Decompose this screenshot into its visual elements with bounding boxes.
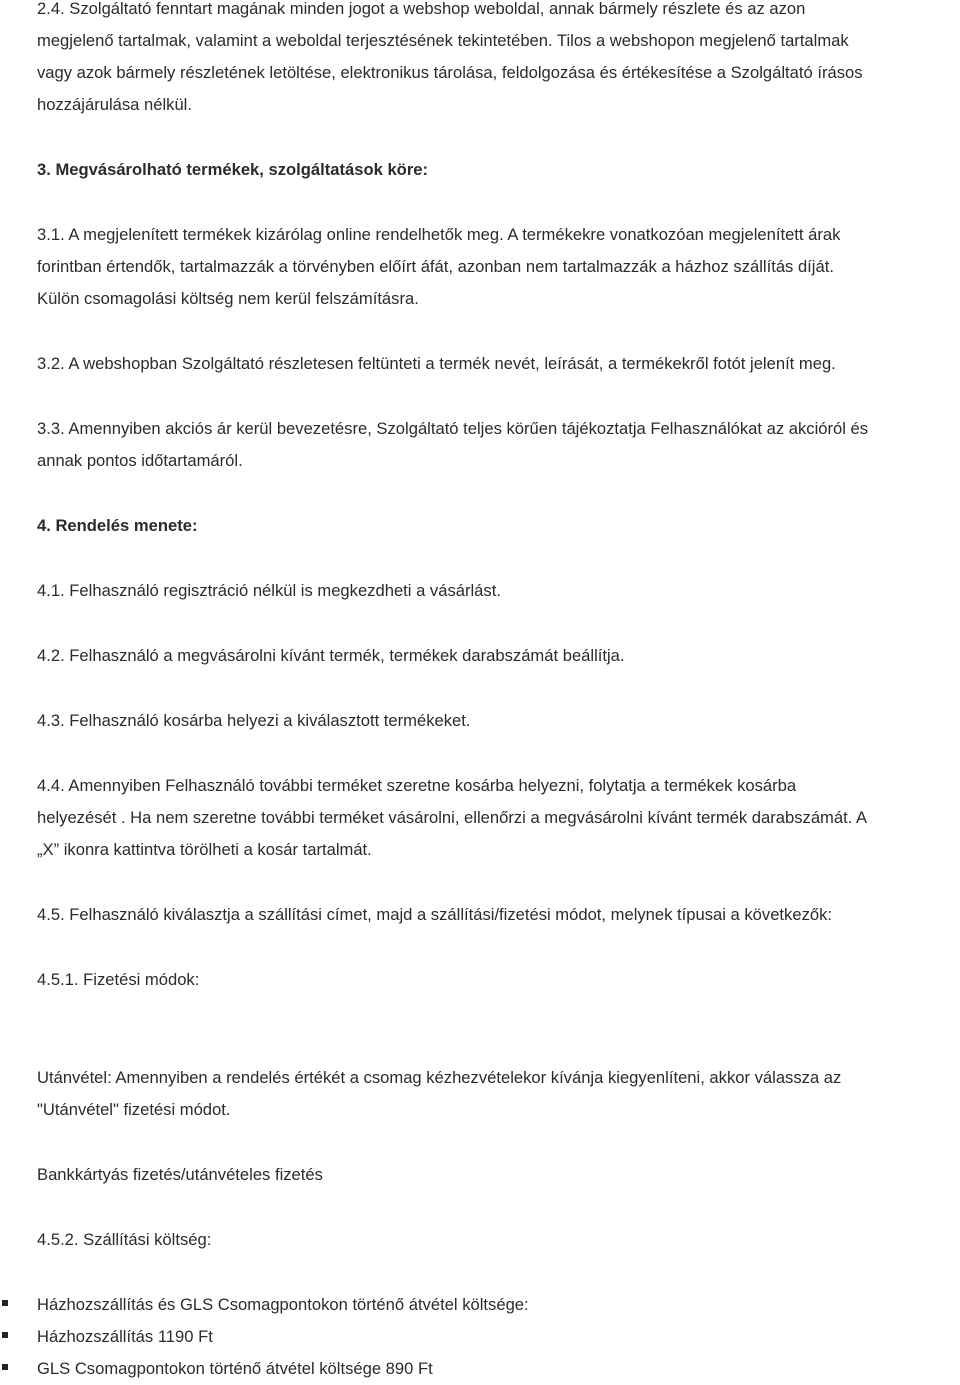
list-item: Házhozszállítás és GLS Csomagpontokon történő átvétel költsége: [37, 1289, 957, 1321]
text-line: helyezését . Ha nem szeretne további terméket vásárolni, ellenőrzi a megvásárolni kívánt termék darabszámát. A [37, 808, 868, 827]
section-heading-3: 3. Megvásárolható termékek, szolgáltatások köre: [37, 160, 429, 179]
paragraph-3-2: 3.2. A webshopban Szolgáltató részletesen feltünteti a termék nevét, leírását, a termékekről fotót jelenít meg. [37, 354, 836, 373]
square-bullet-icon [2, 1332, 8, 1338]
payment-cod-description [37, 1062, 957, 1126]
text-line: megjelenő tartalmak, valamint a weboldal terjesztésének tekintetében. Tilos a webshopon megjelenő tartalmak [37, 31, 849, 50]
text-line: 3.1. A megjelenített termékek kizárólag online rendelhetők meg. A termékekre vonatkozóan megjelenített árak [37, 225, 841, 244]
text-line: hozzájárulása nélkül. [37, 95, 192, 114]
payment-card-option: Bankkártyás fizetés/utánvételes fizetés [37, 1165, 323, 1184]
section-2-4 [37, 0, 957, 121]
text-line: „X” ikonra kattintva törölheti a kosár tartalmát. [37, 840, 372, 859]
paragraph-4-5-2: 4.5.2. Szállítási költség: [37, 1230, 212, 1249]
shipping-cost-list [37, 1289, 957, 1385]
text-line: 2.4. Szolgáltató fenntart magának minden jogot a webshop weboldal, annak bármely részlete és az azon [37, 0, 806, 18]
paragraph-4-1: 4.1. Felhasználó regisztráció nélkül is megkezdheti a vásárlást. [37, 581, 501, 600]
paragraph-4-3: 4.3. Felhasználó kosárba helyezi a kiválasztott termékeket. [37, 711, 471, 730]
paragraph-4-5: 4.5. Felhasználó kiválasztja a szállítási címet, majd a szállítási/fizetési módot, melynek típusai a következők: [37, 905, 833, 924]
paragraph-4-5-1: 4.5.1. Fizetési módok: [37, 970, 200, 989]
paragraph-3-1 [37, 219, 957, 315]
document-page [37, 0, 957, 1385]
text-line: Utánvétel: Amennyiben a rendelés értékét a csomag kézhezvételekor kívánja kiegyenlíteni, akkor válassza az [37, 1068, 842, 1087]
paragraph-4-2: 4.2. Felhasználó a megvásárolni kívánt termék, termékek darabszámát beállítja. [37, 646, 625, 665]
text-line: forintban értendők, tartalmazzák a törvényben előírt áfát, azonban nem tartalmazzák a házhoz szállítás díját. [37, 257, 834, 276]
text-line: "Utánvétel" fizetési módot. [37, 1100, 231, 1119]
list-item: GLS Csomagpontokon történő átvétel költsége 890 Ft [37, 1353, 957, 1385]
section-heading-4: 4. Rendelés menete: [37, 516, 198, 535]
square-bullet-icon [2, 1364, 8, 1370]
square-bullet-icon [2, 1300, 8, 1306]
list-item: Házhozszállítás 1190 Ft [37, 1321, 957, 1353]
paragraph-3-3 [37, 413, 957, 477]
text-line: annak pontos időtartamáról. [37, 451, 243, 470]
text-line: 4.4. Amennyiben Felhasználó további terméket szeretne kosárba helyezni, folytatja a termékek kosárba [37, 776, 797, 795]
paragraph-4-4 [37, 770, 957, 866]
text-line: vagy azok bármely részletének letöltése, elektronikus tárolása, feldolgozása és értékesítése a Szolgáltató írásos [37, 63, 863, 82]
text-line: 3.3. Amennyiben akciós ár kerül bevezetésre, Szolgáltató teljes körűen tájékoztatja Felhasználókat az akcióról és [37, 419, 869, 438]
text-line: Külön csomagolási költség nem kerül felszámításra. [37, 289, 419, 308]
